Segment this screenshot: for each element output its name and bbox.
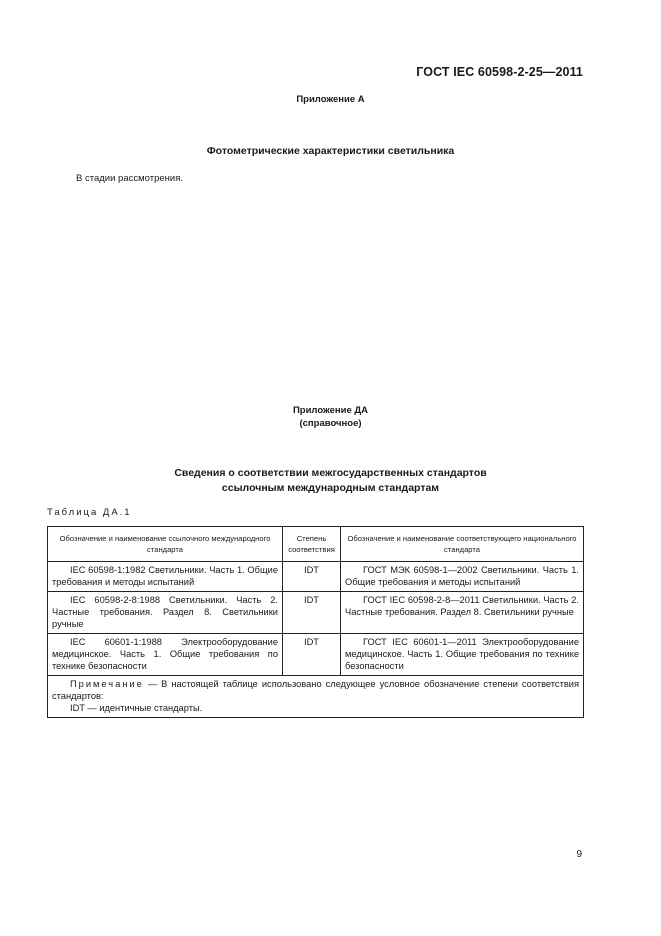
cell-text: IEC 60598-1:1982 Светильники. Часть 1. Общие требования и методы испытаний	[52, 565, 278, 587]
note-text: — В настоящей таблице использовано следующее условное обозначение степени соответствия стандартов:	[52, 679, 579, 701]
table-row	[48, 592, 584, 634]
cell-text: ГОСТ IEC 60601-1—2011 Электрооборудование медицинское. Часть 1. Общие требования по технике безопасности	[345, 637, 579, 671]
table-row	[48, 562, 584, 592]
cell-degree: IDT	[283, 562, 341, 592]
cell-text: ГОСТ IEC 60598-2-8—2011 Светильники. Часть 2. Частные требования. Раздел 8. Светильники ручные	[345, 595, 579, 617]
cell-national-standard	[341, 592, 584, 634]
table-note-row	[48, 676, 584, 718]
header-international-standard: Обозначение и наименование ссылочного международного стандарта	[48, 527, 283, 562]
header-degree: Степень соответствия	[283, 527, 341, 562]
page-number: 9	[576, 849, 582, 860]
appendix-da-heading	[0, 404, 661, 430]
header-national-standard: Обозначение и наименование соответствующего национального стандарта	[341, 527, 584, 562]
note-line2: IDT — идентичные стандарты.	[70, 703, 203, 713]
appendix-da-title-line1: Сведения о соответствии межгосударственных стандартов	[174, 467, 487, 479]
appendix-a-title: Фотометрические характеристики светильника	[206, 145, 455, 157]
correspondence-table	[47, 526, 584, 718]
table-caption: Таблица ДА.1	[47, 507, 132, 518]
cell-international-standard	[48, 592, 283, 634]
appendix-a-label: Приложение А	[296, 94, 365, 105]
appendix-da-label: Приложение ДА	[292, 405, 369, 416]
cell-degree: IDT	[283, 634, 341, 676]
appendix-da-sublabel: (справочное)	[299, 418, 362, 429]
appendix-da-title	[0, 466, 661, 496]
cell-international-standard	[48, 562, 283, 592]
table-header-row	[48, 527, 584, 562]
note-prefix: Примечание	[70, 679, 144, 689]
cell-international-standard	[48, 634, 283, 676]
table-row	[48, 634, 584, 676]
note-line1	[52, 678, 579, 702]
table-note	[48, 676, 584, 718]
cell-degree: IDT	[283, 592, 341, 634]
cell-national-standard	[341, 634, 584, 676]
appendix-a-body: В стадии рассмотрения.	[76, 173, 183, 184]
cell-text: ГОСТ МЭК 60598-1—2002 Светильники. Часть 1. Общие требования и методы испытаний	[345, 565, 579, 587]
cell-national-standard	[341, 562, 584, 592]
appendix-da-title-line2: ссылочным международным стандартам	[221, 482, 440, 494]
cell-text: IEC 60601-1:1988 Электрооборудование медицинское. Часть 1. Общие требования по технике безопасности	[52, 637, 278, 671]
standard-code-header: ГОСТ IEC 60598-2-25—2011	[416, 65, 583, 79]
cell-text: IEC 60598-2-8:1988 Светильники. Часть 2. Частные требования. Раздел 8. Светильники ручные	[52, 595, 278, 629]
